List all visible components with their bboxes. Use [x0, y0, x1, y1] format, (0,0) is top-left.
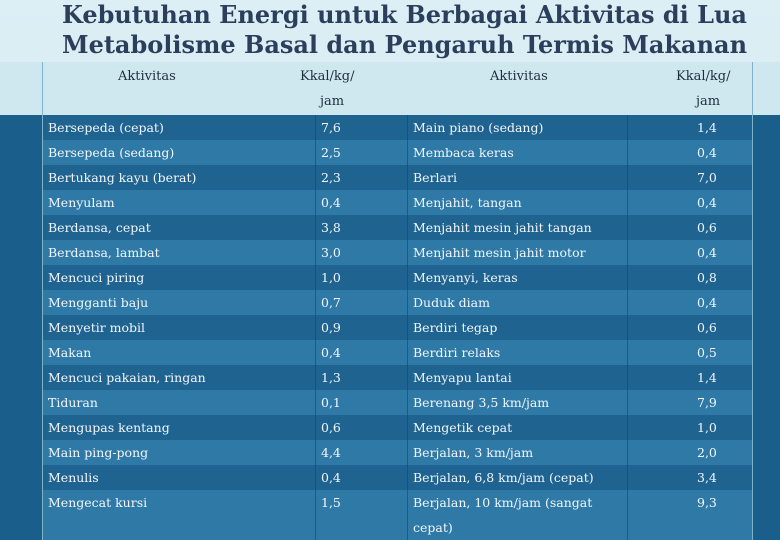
column-separator: [627, 190, 628, 215]
column-separator: [627, 140, 628, 165]
cell-kcal-right: 9,3: [697, 495, 717, 510]
cell-kcal-left: 0,4: [321, 470, 341, 485]
column-separator: [407, 190, 408, 215]
column-separator: [407, 290, 408, 315]
column-separator: [627, 490, 628, 540]
table-row: [42, 115, 752, 140]
header-activity-right: Aktivitas: [490, 69, 548, 84]
column-separator: [315, 415, 316, 440]
table-row: [42, 140, 752, 165]
cell-activity-right: Berjalan, 10 km/jam (sangat: [413, 495, 593, 510]
column-separator: [315, 490, 316, 540]
column-separator: [627, 290, 628, 315]
cell-kcal-left: 4,4: [321, 445, 341, 460]
cell-activity-right: Main piano (sedang): [413, 120, 544, 135]
page-title: [62, 0, 780, 60]
column-separator: [407, 115, 408, 140]
column-separator: [407, 390, 408, 415]
cell-activity-right: Berjalan, 3 km/jam: [413, 445, 534, 460]
table-row: [42, 415, 752, 440]
cell-activity-right: Berdiri tegap: [413, 320, 498, 335]
cell-activity-right: Mengetik cepat: [413, 420, 513, 435]
column-separator: [407, 365, 408, 390]
cell-activity-right: Membaca keras: [413, 145, 514, 160]
cell-kcal-right: 0,6: [697, 320, 717, 335]
header-activity-left: Aktivitas: [118, 69, 176, 84]
cell-kcal-right: 7,9: [697, 395, 717, 410]
cell-activity-left: Bersepeda (sedang): [48, 145, 175, 160]
header-kcal-left: Kkal/kg/: [300, 69, 355, 84]
table-row: [42, 365, 752, 390]
cell-activity-right: Duduk diam: [413, 295, 490, 310]
column-separator: [315, 115, 316, 140]
column-separator: [627, 415, 628, 440]
column-separator: [315, 365, 316, 390]
cell-activity-left: Mengganti baju: [48, 295, 149, 310]
table-row: [42, 390, 752, 415]
column-separator: [627, 165, 628, 190]
table-row: [42, 165, 752, 190]
cell-activity-left: Mencuci pakaian, ringan: [48, 370, 206, 385]
column-separator: [315, 465, 316, 490]
cell-activity-right: Berjalan, 6,8 km/jam (cepat): [413, 470, 594, 485]
column-separator: [315, 165, 316, 190]
table-row: [42, 340, 752, 365]
column-separator: [315, 265, 316, 290]
cell-activity-right: Menyapu lantai: [413, 370, 512, 385]
cell-kcal-left: 3,0: [321, 245, 341, 260]
column-separator: [407, 490, 408, 540]
cell-kcal-right: 0,6: [697, 220, 717, 235]
cell-kcal-right: 0,4: [697, 295, 717, 310]
cell-kcal-left: 0,4: [321, 345, 341, 360]
title-line-2: Metabolisme Basal dan Pengaruh Termis Makanan: [62, 30, 748, 59]
column-separator: [627, 365, 628, 390]
title-line-1: Kebutuhan Energi untuk Berbagai Aktivitas di Lua: [62, 0, 747, 29]
cell-kcal-right: 0,5: [697, 345, 717, 360]
column-separator: [627, 390, 628, 415]
cell-activity-left: Tiduran: [48, 395, 98, 410]
column-separator: [407, 165, 408, 190]
cell-kcal-right: 1,4: [697, 370, 717, 385]
cell-kcal-right: 1,0: [697, 420, 717, 435]
cell-kcal-left: 0,6: [321, 420, 341, 435]
column-separator: [315, 340, 316, 365]
cell-kcal-left: 3,8: [321, 220, 341, 235]
column-separator: [627, 265, 628, 290]
cell-activity-left: Bertukang kayu (berat): [48, 170, 197, 185]
column-separator: [407, 340, 408, 365]
column-separator: [627, 340, 628, 365]
column-separator: [627, 215, 628, 240]
cell-kcal-left: 1,0: [321, 270, 341, 285]
table-row: [42, 265, 752, 290]
column-separator: [407, 215, 408, 240]
column-separator: [315, 190, 316, 215]
left-border: [42, 62, 43, 540]
column-separator: [627, 115, 628, 140]
table-row: [42, 190, 752, 215]
cell-kcal-right: 0,4: [697, 145, 717, 160]
cell-kcal-right: 0,8: [697, 270, 717, 285]
cell-activity-left: Menyetir mobil: [48, 320, 146, 335]
column-separator: [315, 140, 316, 165]
column-separator: [407, 465, 408, 490]
cell-kcal-left: 0,1: [321, 395, 341, 410]
header-kcal-right: Kkal/kg/: [676, 69, 731, 84]
cell-activity-right: Menjahit mesin jahit motor: [413, 245, 586, 260]
cell-activity-right: Berenang 3,5 km/jam: [413, 395, 550, 410]
cell-activity-left: Mengecat kursi: [48, 495, 148, 510]
cell-kcal-left: 0,7: [321, 295, 341, 310]
cell-activity-left: Berdansa, cepat: [48, 220, 151, 235]
cell-kcal-right: 2,0: [697, 445, 717, 460]
header-kcal-left-unit: jam: [320, 94, 345, 109]
cell-activity-left: Menulis: [48, 470, 99, 485]
cell-activity-right: Berdiri relaks: [413, 345, 501, 360]
column-separator: [315, 240, 316, 265]
cell-kcal-left: 0,4: [321, 195, 341, 210]
column-separator: [407, 315, 408, 340]
table-row: [42, 290, 752, 315]
cell-kcal-right: 0,4: [697, 245, 717, 260]
column-separator: [315, 440, 316, 465]
cell-activity-left: Mencuci piring: [48, 270, 145, 285]
column-separator: [627, 315, 628, 340]
cell-activity-right: Menyanyi, keras: [413, 270, 518, 285]
column-separator: [627, 440, 628, 465]
cell-activity-right: Menjahit mesin jahit tangan: [413, 220, 592, 235]
column-separator: [315, 215, 316, 240]
cell-activity-right: Menjahit, tangan: [413, 195, 522, 210]
column-separator: [315, 315, 316, 340]
cell-activity-left: Makan: [48, 345, 92, 360]
cell-kcal-left: 2,3: [321, 170, 341, 185]
column-separator: [407, 440, 408, 465]
table-header: [0, 62, 780, 115]
cell-activity-right: Berlari: [413, 170, 457, 185]
cell-kcal-left: 2,5: [321, 145, 341, 160]
column-separator: [407, 140, 408, 165]
cell-kcal-right: 3,4: [697, 470, 717, 485]
cell-activity-left: Main ping-pong: [48, 445, 149, 460]
column-separator: [407, 265, 408, 290]
column-separator: [407, 415, 408, 440]
cell-kcal-left: 7,6: [321, 120, 341, 135]
table-row: [42, 315, 752, 340]
header-kcal-right-unit: jam: [696, 94, 721, 109]
table-row: [42, 465, 752, 490]
table-row: [42, 215, 752, 240]
cell-activity-left: Bersepeda (cepat): [48, 120, 164, 135]
energy-table: [0, 62, 780, 540]
table-row: [42, 240, 752, 265]
cell-activity-right-continued: cepat): [413, 520, 453, 535]
cell-kcal-left: 1,5: [321, 495, 341, 510]
cell-activity-left: Menyulam: [48, 195, 115, 210]
cell-activity-left: Mengupas kentang: [48, 420, 170, 435]
table-row: [42, 440, 752, 465]
column-separator: [315, 390, 316, 415]
right-border: [752, 62, 753, 540]
cell-kcal-right: 0,4: [697, 195, 717, 210]
table-row: [42, 490, 752, 540]
column-separator: [407, 240, 408, 265]
cell-kcal-right: 7,0: [697, 170, 717, 185]
column-separator: [315, 290, 316, 315]
column-separator: [627, 240, 628, 265]
column-separator: [627, 465, 628, 490]
cell-activity-left: Berdansa, lambat: [48, 245, 160, 260]
cell-kcal-left: 1,3: [321, 370, 341, 385]
cell-kcal-right: 1,4: [697, 120, 717, 135]
cell-kcal-left: 0,9: [321, 320, 341, 335]
